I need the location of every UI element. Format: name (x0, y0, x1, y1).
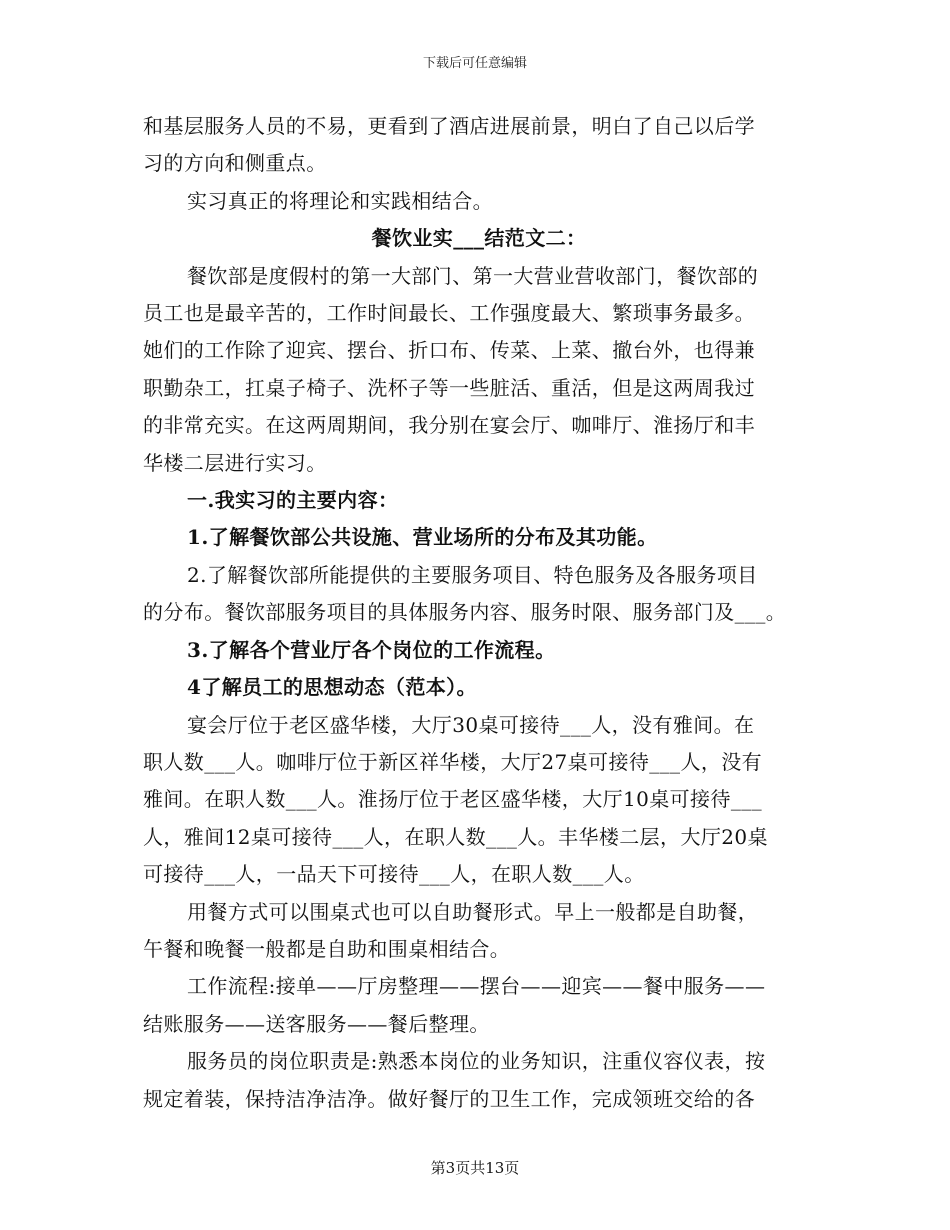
text-line: 习的方向和侧重点。 (143, 151, 327, 176)
heading-line: 4了解员工的思想动态（范本）。 (187, 675, 477, 700)
text-line: 和基层服务人员的不易，更看到了酒店进展前景，明白了自己以后学 (143, 114, 755, 138)
text-line: 午餐和晚餐一般都是自助和围桌相结合。 (143, 936, 511, 961)
heading-line: 一.我实习的主要内容： (187, 488, 399, 513)
text-line: 宴会厅位于老区盛华楼，大厅30桌可接待___人，没有雅间。在 (187, 712, 755, 737)
text-line: 可接待___人，一品天下可接待___人，在职人数___人。 (143, 862, 645, 887)
text-line: 实习真正的将理论和实践相结合。 (187, 188, 493, 213)
text-line: 餐饮部是度假村的第一大部门、第一大营业营收部门，餐饮部的 (187, 263, 759, 288)
text-line: 规定着装，保持洁净洁净。做好餐厅的卫生工作，完成领班交给的各 (143, 1086, 755, 1111)
text-line: 工作流程:接单——厅房整理——摆台——迎宾——餐中服务—— (187, 974, 766, 999)
text-line: 雅间。在职人数___人。淮扬厅位于老区盛华楼，大厅10桌可接待___ (143, 787, 763, 812)
text-line: 服务员的岗位职责是:熟悉本岗位的业务知识，注重仪容仪表，按 (187, 1049, 766, 1074)
text-line: 职勤杂工，扛桌子椅子、洗杯子等一些脏活、重活，但是这两周我过 (143, 375, 755, 400)
text-line: 她们的工作除了迎宾、摆台、折口布、传菜、上菜、撤台外，也得兼 (143, 338, 755, 363)
text-line: 2.了解餐饮部所能提供的主要服务项目、特色服务及各服务项目 (187, 562, 758, 587)
text-line: 的分布。餐饮部服务项目的具体服务内容、服务时限、服务部门及___。 (143, 600, 787, 625)
text-line: 用餐方式可以围桌式也可以自助餐形式。早上一般都是自助餐， (187, 899, 759, 924)
text-line: 人，雅间12桌可接待___人，在职人数___人。丰华楼二层，大厅20桌 (143, 824, 768, 849)
text-line: 员工也是最辛苦的，工作时间最长、工作强度最大、繁琐事务最多。 (143, 301, 755, 326)
heading-line: 餐饮业实___结范文二： (371, 226, 587, 251)
text-line: 结账服务——送客服务——餐后整理。 (143, 1011, 490, 1036)
page-number: 第3页共13页 (430, 1159, 520, 1177)
document-body (143, 108, 815, 1118)
heading-line: 3.了解各个营业厅各个岗位的工作流程。 (187, 637, 556, 662)
text-line: 职人数___人。咖啡厅位于新区祥华楼，大厅27桌可接待___人，没有 (143, 749, 763, 774)
header-note: 下载后可任意编辑 (422, 56, 527, 71)
heading-line: 1.了解餐饮部公共设施、营业场所的分布及其功能。 (187, 525, 658, 550)
text-line: 的非常充实。在这两周期间，我分别在宴会厅、咖啡厅、淮扬厅和丰 (143, 413, 755, 438)
text-line: 华楼二层进行实习。 (143, 450, 327, 475)
